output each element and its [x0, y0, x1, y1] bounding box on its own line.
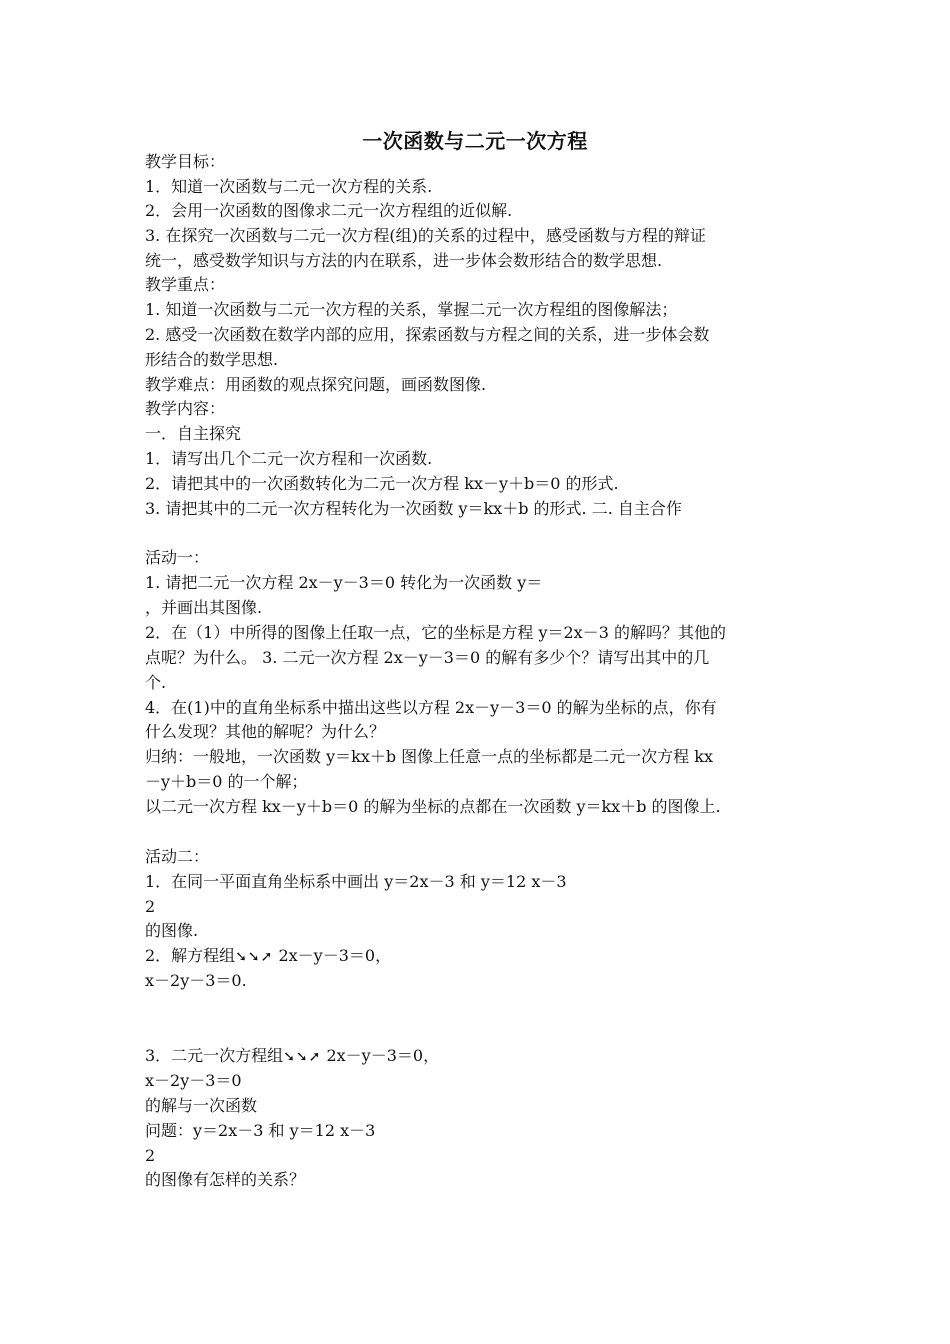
- equation-system-line: [145, 1044, 825, 1068]
- page-title: 一次函数与二元一次方程: [362, 129, 588, 153]
- text-line: 活动一：: [145, 548, 210, 567]
- text-line: 一．自主探究: [145, 424, 242, 443]
- text-line: 4．在(1)中的直角坐标系中描出这些以方程 2x－y－3＝0 的解为坐标的点，你有: [145, 698, 717, 717]
- text-line: 1．知道一次函数与二元一次方程的关系.: [145, 177, 433, 196]
- brace-arrows-icon: ➘➘➚: [283, 1049, 322, 1065]
- text-line: 2．在（1）中所得的图像上任取一点，它的坐标是方程 y＝2x－3 的解吗？其他的: [145, 623, 726, 642]
- text-line: 点呢？为什么。 3. 二元一次方程 2x－y－3＝0 的解有多少个？请写出其中的几: [145, 648, 710, 667]
- text-line: 1．请写出几个二元一次方程和一次函数.: [145, 449, 433, 468]
- equation-text: 2x－y－3＝0，: [273, 946, 392, 965]
- text-line: x－2y－3＝0: [145, 1071, 242, 1090]
- text-line: ，并画出其图像.: [145, 598, 263, 617]
- text-line: 以二元一次方程 kx－y＋b＝0 的解为坐标的点都在一次函数 y＝kx＋b 的图像上.: [145, 797, 721, 816]
- text-line: 的解与一次函数: [145, 1096, 258, 1115]
- brace-arrows-icon: ➘➘➚: [235, 949, 274, 965]
- text-line: 教学重点：: [145, 275, 226, 294]
- text-line: 2: [145, 1146, 156, 1165]
- text-line: 2．请把其中的一次函数转化为二元一次方程 kx－y＋b＝0 的形式.: [145, 474, 619, 493]
- text-line: 活动二：: [145, 847, 210, 866]
- text-line: 的图像有怎样的关系？: [145, 1170, 306, 1189]
- equation-label: 2．解方程组: [145, 946, 236, 965]
- text-line: 教学目标：: [145, 152, 226, 171]
- text-line: 什么发现？其他的解呢？为什么？: [145, 722, 386, 741]
- text-line: 教学内容：: [145, 399, 226, 418]
- text-line: 教学难点：用函数的观点探究问题，画函数图像.: [145, 375, 487, 394]
- text-line: 的图像.: [145, 921, 199, 940]
- text-line: 1. 知道一次函数与二元一次方程的关系，掌握二元一次方程组的图像解法；: [145, 300, 678, 319]
- text-line: 形结合的数学思想.: [145, 350, 279, 369]
- text-line: 2．会用一次函数的图像求二元一次方程组的近似解.: [145, 201, 513, 220]
- text-line: x－2y－3＝0.: [145, 971, 247, 990]
- text-line: 归纳：一般地，一次函数 y＝kx＋b 图像上任意一点的坐标都是二元一次方程 kx: [145, 747, 713, 766]
- text-line: －y＋b＝0 的一个解；: [145, 772, 308, 791]
- text-line: 1．在同一平面直角坐标系中画出 y＝2x－3 和 y＝12 x－3: [145, 872, 567, 891]
- equation-label: 3．二元一次方程组: [145, 1046, 284, 1065]
- text-line: 问题：y＝2x－3 和 y＝12 x－3: [145, 1121, 376, 1140]
- text-line: 统一，感受数学知识与方法的内在联系，进一步体会数形结合的数学思想.: [145, 251, 663, 270]
- text-line: 1. 请把二元一次方程 2x－y－3＝0 转化为一次函数 y＝: [145, 573, 543, 592]
- text-line: 2: [145, 897, 156, 916]
- text-line: 3. 请把其中的二元一次方程转化为一次函数 y＝kx＋b 的形式. 二. 自主合作: [145, 499, 682, 518]
- text-line: 3. 在探究一次函数与二元一次方程(组)的关系的过程中，感受函数与方程的辩证: [145, 226, 706, 245]
- text-line: 个.: [145, 673, 167, 692]
- equation-system-line: [145, 944, 825, 968]
- equation-text: 2x－y－3＝0，: [321, 1046, 440, 1065]
- text-line: 2. 感受一次函数在数学内部的应用，探索函数与方程之间的关系，进一步体会数: [145, 325, 710, 344]
